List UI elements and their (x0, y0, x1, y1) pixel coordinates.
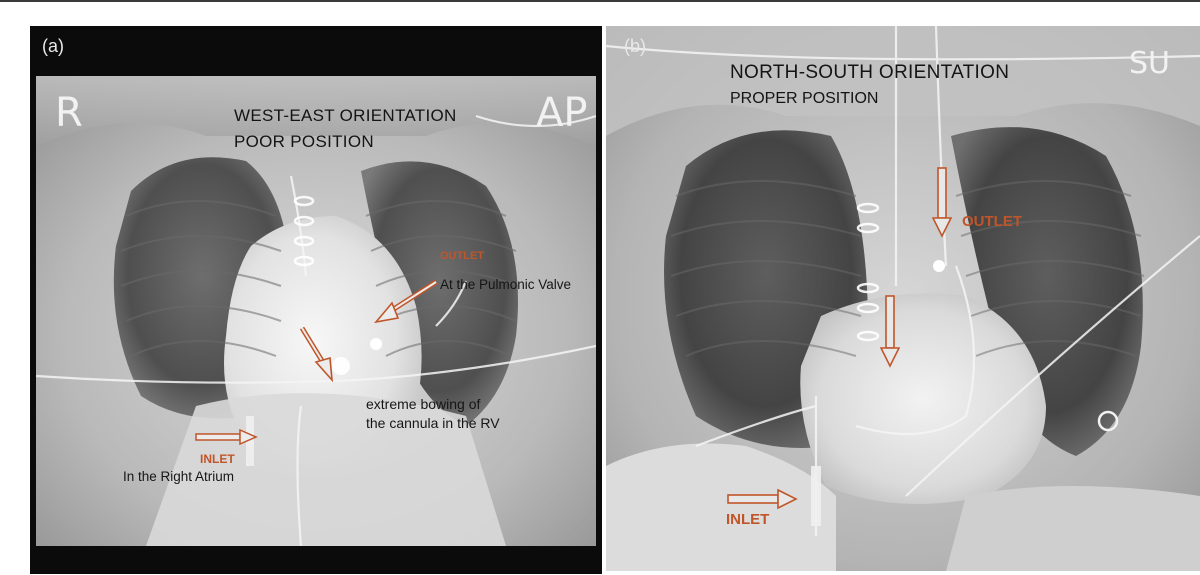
orientation-title-b: NORTH-SOUTH ORIENTATION (730, 62, 1010, 83)
marker-r: R (55, 90, 83, 136)
chest-xray-image-b (606, 26, 1200, 571)
bowing-arrow-a (298, 324, 338, 384)
outlet-note-a: At the Pulmonic Valve (440, 277, 572, 292)
marker-su: SU (1129, 46, 1171, 81)
inlet-label-b: INLET (726, 511, 770, 528)
marker-ap: AP (536, 90, 588, 136)
bowing-note-line1: extreme bowing of (366, 396, 481, 412)
bowing-note-line2: the cannula in the RV (366, 415, 500, 431)
panel-label-b: (b) (624, 36, 646, 56)
position-title-b: PROPER POSITION (730, 90, 879, 107)
top-rule (0, 0, 1200, 2)
position-title-a: POOR POSITION (234, 132, 374, 151)
outlet-label-b: OUTLET (962, 213, 1022, 230)
outlet-label-a: OUTLET (440, 250, 484, 262)
xray-panel-b (606, 26, 1200, 571)
outlet-arrow-a (370, 276, 440, 328)
inlet-label-a: INLET (200, 452, 235, 466)
orientation-title-a: WEST-EAST ORIENTATION (234, 106, 457, 125)
xray-panel-a (30, 26, 602, 574)
panel-label-a: (a) (42, 36, 64, 56)
inlet-arrow-a (194, 428, 258, 446)
inlet-arrow-b (726, 488, 798, 510)
outlet-arrow-b (932, 166, 952, 238)
inlet-note-a: In the Right Atrium (123, 469, 235, 484)
bowing-arrow-b (880, 294, 900, 368)
